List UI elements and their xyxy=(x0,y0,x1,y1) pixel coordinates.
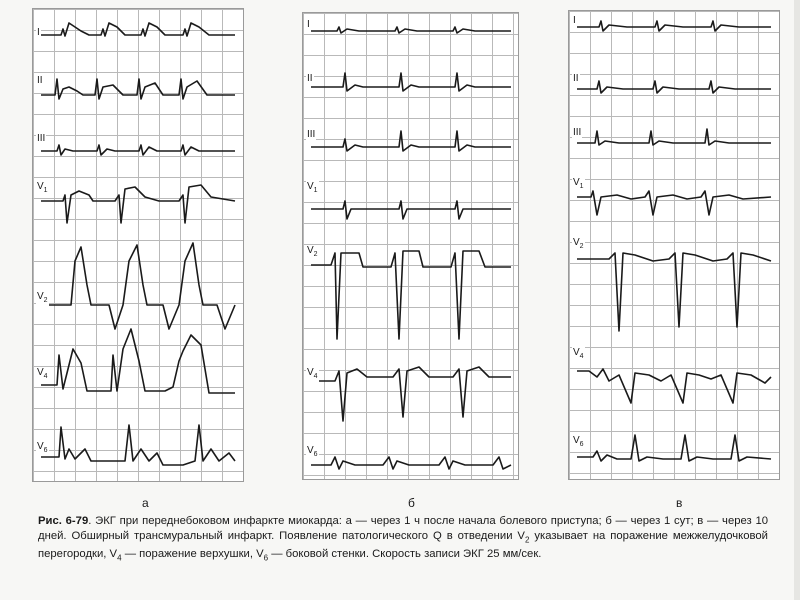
trace-V2 xyxy=(577,253,771,331)
trace-I xyxy=(41,23,235,36)
lead-label-III: III xyxy=(307,129,316,140)
caption-sub-2: 4 xyxy=(117,553,122,563)
trace-II xyxy=(311,73,511,91)
lead-label-V2: $V_2$ xyxy=(307,245,318,258)
trace-V4 xyxy=(577,369,771,403)
scan-edge xyxy=(794,0,800,600)
caption-text-3: — поражение верхушки, V xyxy=(121,548,264,561)
lead-label-I: I xyxy=(307,19,310,30)
lead-label-V6: $V_6$ xyxy=(573,435,584,448)
lead-label-V2: $V_2$ xyxy=(37,291,48,304)
trace-V4 xyxy=(311,367,511,421)
lead-label-V6: $V_6$ xyxy=(37,441,48,454)
lead-label-V4: $V_4$ xyxy=(37,367,48,380)
trace-III xyxy=(577,129,771,145)
trace-I xyxy=(577,21,771,31)
lead-label-III: III xyxy=(37,133,46,144)
lead-label-III: III xyxy=(573,127,582,138)
trace-V4 xyxy=(41,329,235,393)
lead-label-II: II xyxy=(307,73,313,84)
lead-label-I: I xyxy=(573,15,576,26)
trace-V2 xyxy=(41,243,235,329)
lead-label-V6: $V_6$ xyxy=(307,445,318,458)
trace-III xyxy=(41,145,235,155)
trace-V6 xyxy=(577,435,771,461)
figure-caption xyxy=(38,514,768,566)
figure-number: Рис. 6-79 xyxy=(38,515,89,527)
caption-text-1: . ЭКГ при переднебоковом инфаркте миокарда: а — через 1 ч после начала болевого приступа; б — через 1 сут; в — через 10 дней. Обширный трансмуральный инфаркт. Появление патологического Q в отведении V xyxy=(38,515,769,542)
lead-label-V1: $V_1$ xyxy=(307,181,318,194)
trace-II xyxy=(577,81,771,93)
ecg-traces-c xyxy=(569,11,779,479)
ecg-panel-c xyxy=(568,10,780,480)
lead-label-V4: $V_4$ xyxy=(573,347,584,360)
ecg-panel-b xyxy=(302,12,519,480)
panel-letter-b: б xyxy=(408,496,415,510)
lead-label-I: I xyxy=(37,27,40,38)
trace-V6 xyxy=(311,457,511,469)
caption-sub-1: 2 xyxy=(524,535,530,545)
trace-V2 xyxy=(311,251,511,339)
caption-sub-3: 6 xyxy=(263,553,269,563)
trace-V6 xyxy=(41,425,235,465)
caption-text-4: — боковой стенки. Скорость записи ЭКГ 25 мм/сек. xyxy=(268,548,542,561)
lead-label-V2: $V_2$ xyxy=(573,237,584,250)
panel-letter-a: а xyxy=(142,496,149,510)
ecg-panel-a xyxy=(32,8,244,482)
trace-I xyxy=(311,27,511,33)
trace-II xyxy=(41,79,235,99)
trace-V1 xyxy=(577,191,771,215)
lead-label-II: II xyxy=(573,73,579,84)
trace-III xyxy=(311,131,511,151)
lead-label-V1: $V_1$ xyxy=(573,177,584,190)
lead-label-II: II xyxy=(37,75,43,86)
trace-V1 xyxy=(311,201,511,219)
lead-label-V4: $V_4$ xyxy=(307,367,318,380)
lead-label-V1: $V_1$ xyxy=(37,181,48,194)
caption-text-2: указывает на поражение межжелудочковой перегородки, V xyxy=(38,530,768,561)
panel-letter-c: в xyxy=(676,496,683,510)
ecg-traces-a xyxy=(33,9,243,481)
trace-V1 xyxy=(41,185,235,223)
ecg-traces-b xyxy=(303,13,518,479)
